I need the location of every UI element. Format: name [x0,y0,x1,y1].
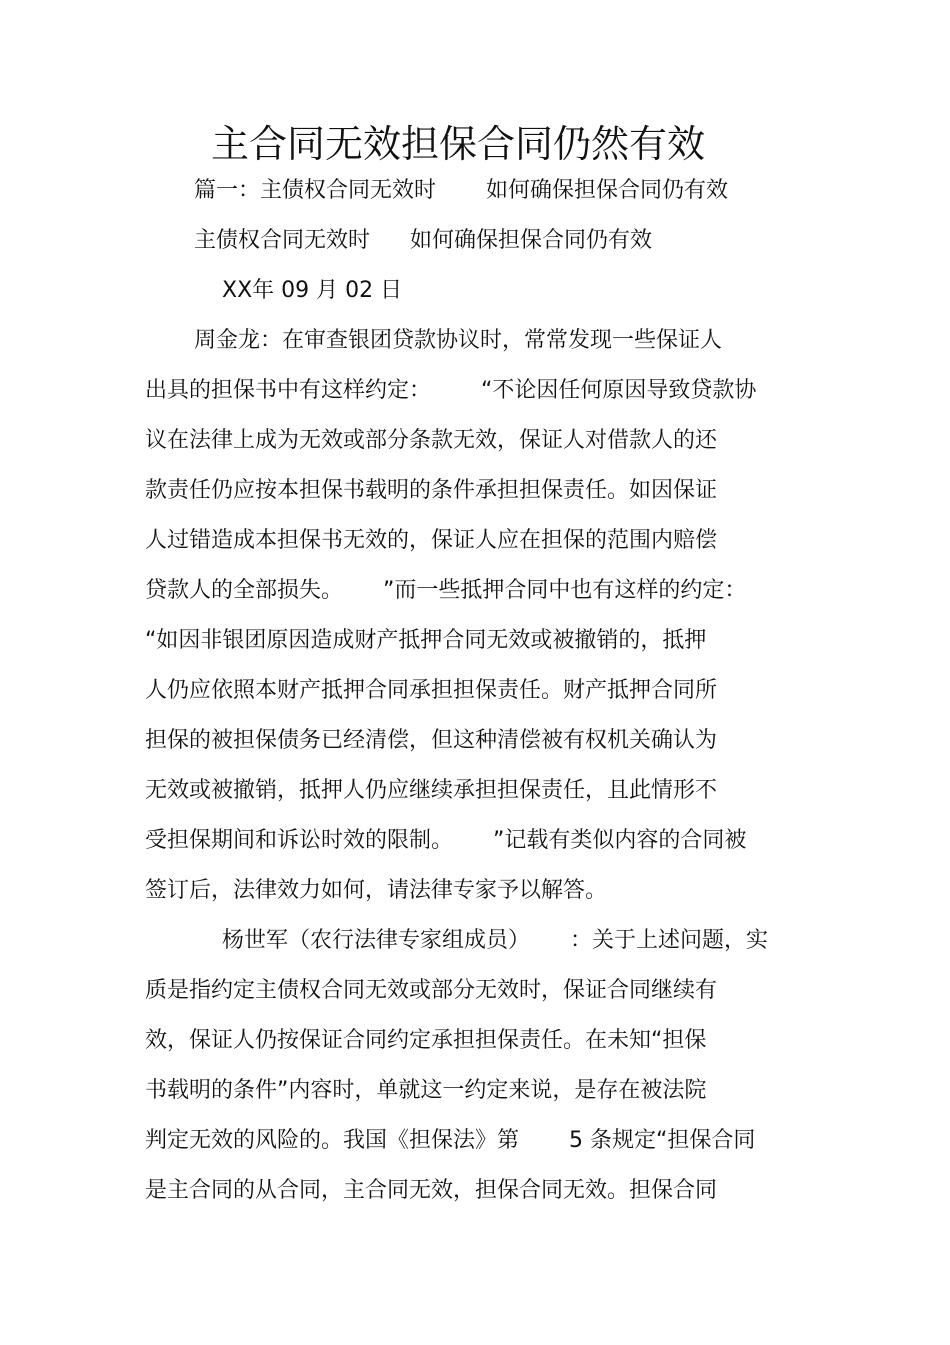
paragraph-line: “如因非银团原因造成财产抵押合同无效或被撤销的，抵押 [145,628,707,653]
subtitle [194,176,728,206]
subtitle-right: 如何确保担保合同仍有效 [486,178,729,203]
paragraph-line [145,376,756,406]
paragraph-line: 是主合同的从合同，主合同无效，担保合同无效。担保合同 [145,1178,718,1203]
paragraph-line: 签订后，法律效力如何，请法律专家予以解答。 [145,878,608,903]
paragraph-line: 款责任仍应按本担保书载明的条件承担担保责任。如因保证 [145,478,718,503]
paragraph-line: 人过错造成本担保书无效的，保证人应在担保的范围内赔偿 [145,528,718,553]
paragraph-segment: 判定无效的风险的。我国《担保法》第 [145,1128,520,1153]
paragraph-line: 人仍应依照本财产抵押合同承担担保责任。财产抵押合同所 [145,678,718,703]
date-line: XX年 09 月 02 日 [222,278,403,303]
paragraph-segment: ：关于上述问题，实 [570,928,769,953]
paragraph-segment: “不论因任何原因导致贷款协 [481,378,757,403]
paragraph-line [145,826,746,856]
paragraph-segment: ”而一些抵押合同中也有这样的约定： [383,578,747,603]
paragraph-segment: ”记载有类似内容的合同被 [493,828,747,853]
paragraph-segment: 出具的担保书中有这样约定： [145,378,432,403]
paragraph-line [145,1126,755,1156]
paragraph-segment: 受担保期间和诉讼时效的限制。 [145,828,454,853]
paragraph-segment: 杨世军（农行法律专家组成员） [222,928,531,953]
paragraph-line [145,576,746,606]
paragraph-segment: 5 条规定“担保合同 [569,1128,756,1153]
paragraph-line: 议在法律上成为无效或部分条款无效，保证人对借款人的还 [145,428,718,453]
section-heading [194,226,652,256]
paragraph-line [222,926,768,956]
subtitle-left: 篇一：主债权合同无效时 [194,178,437,203]
heading-left: 主债权合同无效时 [194,228,371,253]
paragraph-line: 书载明的条件”内容时，单就这一约定来说，是存在被法院 [145,1078,707,1103]
paragraph-line: 效，保证人仍按保证合同约定承担担保责任。在未知“担保 [145,1028,707,1053]
paragraph-line: 担保的被担保债务已经清偿，但这种清偿被有权机关确认为 [145,728,718,753]
paragraph-line: 质是指约定主债权合同无效或部分无效时，保证合同继续有 [145,978,718,1003]
paragraph-segment: 贷款人的全部损失。 [145,578,344,603]
document-title: 主合同无效担保合同仍然有效 [210,122,705,166]
paragraph-line: 无效或被撤销，抵押人仍应继续承担担保责任，且此情形不 [145,778,718,803]
heading-right: 如何确保担保合同仍有效 [410,228,653,253]
paragraph-line: 周金龙：在审查银团贷款协议时，常常发现一些保证人 [194,328,723,353]
